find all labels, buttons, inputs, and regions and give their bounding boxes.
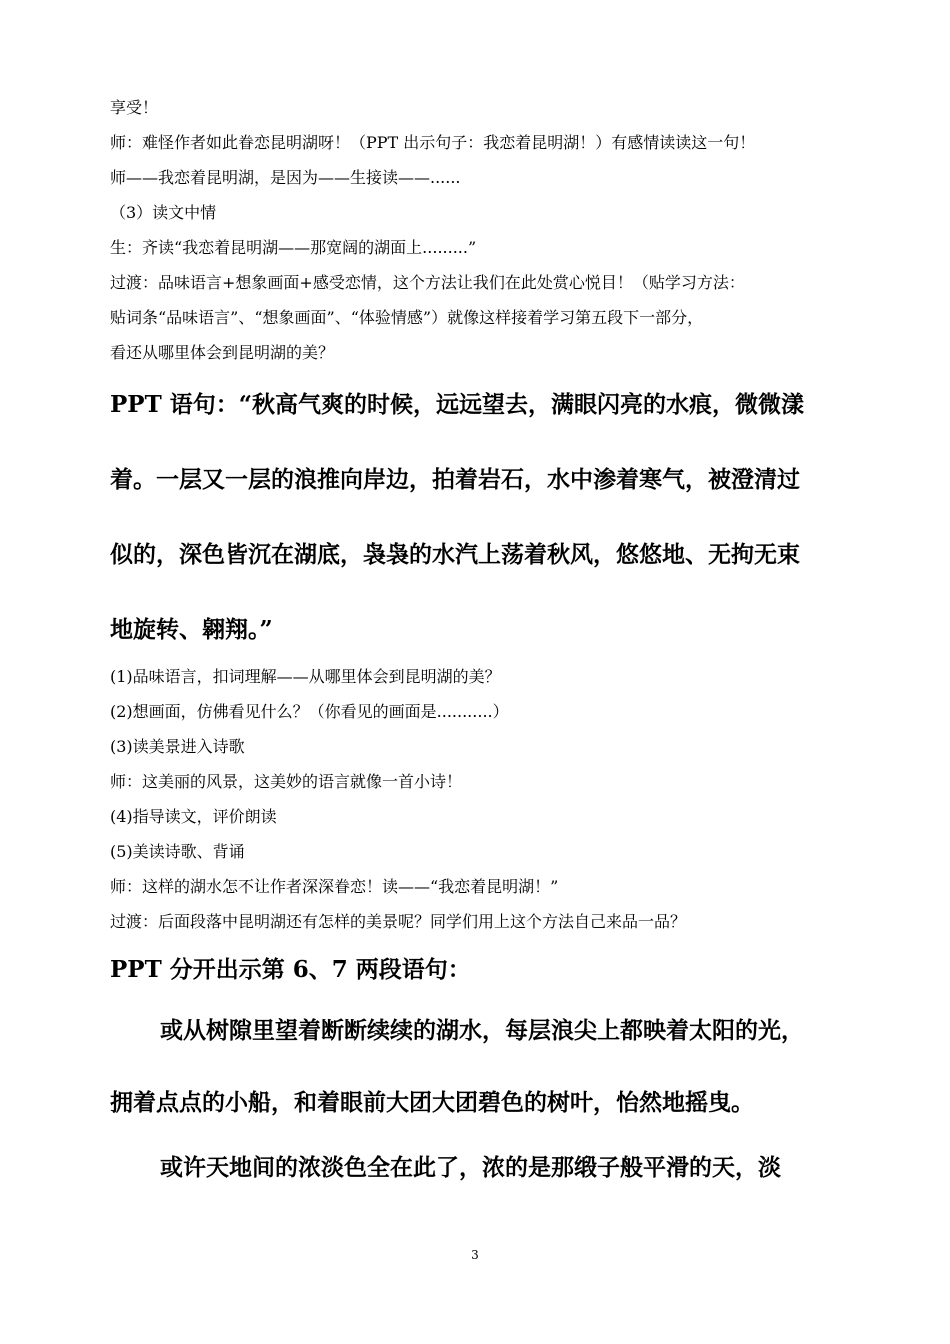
text-line: 享受！ [110,98,159,117]
text-line: 生：齐读“我恋着昆明湖——那宽阔的湖面上.........” [110,238,477,257]
text-line: 看还从哪里体会到昆明湖的美？ [110,343,335,362]
ppt-paragraph-line: 拥着点点的小船，和着眼前大团大团碧色的树叶，怡然地摇曳。 [110,1089,754,1116]
page-number: 3 [471,1248,479,1262]
ppt-quote-line: 着。一层又一层的浪推向岸边，拍着岩石，水中渗着寒气，被澄清过 [110,466,800,493]
ppt-quote-line: 似的，深色皆沉在湖底，袅袅的水汽上荡着秋风，悠悠地、无拘无束 [110,541,800,568]
text-line: (2)想画面，仿佛看见什么？（你看见的画面是...........） [110,702,509,721]
text-line: 贴词条“品味语言”、“想象画面”、“体验情感”）就像这样接着学习第五段下一部分， [110,308,704,327]
text-line: 过渡：品味语言+想象画面+感受恋情，这个方法让我们在此处赏心悦目！（贴学习方法： [110,273,745,292]
text-line: (4)指导读文，评价朗读 [110,807,277,826]
ppt-paragraph-line: 或从树隙里望着断断续续的湖水，每层浪尖上都映着太阳的光， [160,1017,804,1044]
text-line: （3）读文中情 [110,203,217,222]
text-line: 师：这美丽的风景，这美妙的语言就像一首小诗！ [110,772,463,791]
text-line: 师：这样的湖水怎不让作者深深眷恋！读——“我恋着昆明湖！” [110,877,559,896]
ppt-quote-line: PPT 语句：“秋高气爽的时候，远远望去，满眼闪亮的水痕，微微漾 [110,391,804,418]
text-line: 师：难怪作者如此眷恋昆明湖呀！（PPT 出示句子：我恋着昆明湖！）有感情读读这一句！ [110,133,756,152]
ppt-paragraph-line: 或许天地间的浓淡色全在此了，浓的是那缎子般平滑的天，淡 [160,1154,781,1181]
text-line: (5)美读诗歌、背诵 [110,842,245,861]
text-line: (1)品味语言，扣词理解——从哪里体会到昆明湖的美？ [110,667,501,686]
ppt-quote-line: 地旋转、翱翔。” [110,616,273,643]
text-line: 过渡：后面段落中昆明湖还有怎样的美景呢？同学们用上这个方法自己来品一品？ [110,912,687,931]
text-line: (3)读美景进入诗歌 [110,737,245,756]
ppt-heading: PPT 分开出示第 6、7 两段语句： [110,956,471,983]
text-line: 师——我恋着昆明湖，是因为——生接读——...... [110,168,461,187]
